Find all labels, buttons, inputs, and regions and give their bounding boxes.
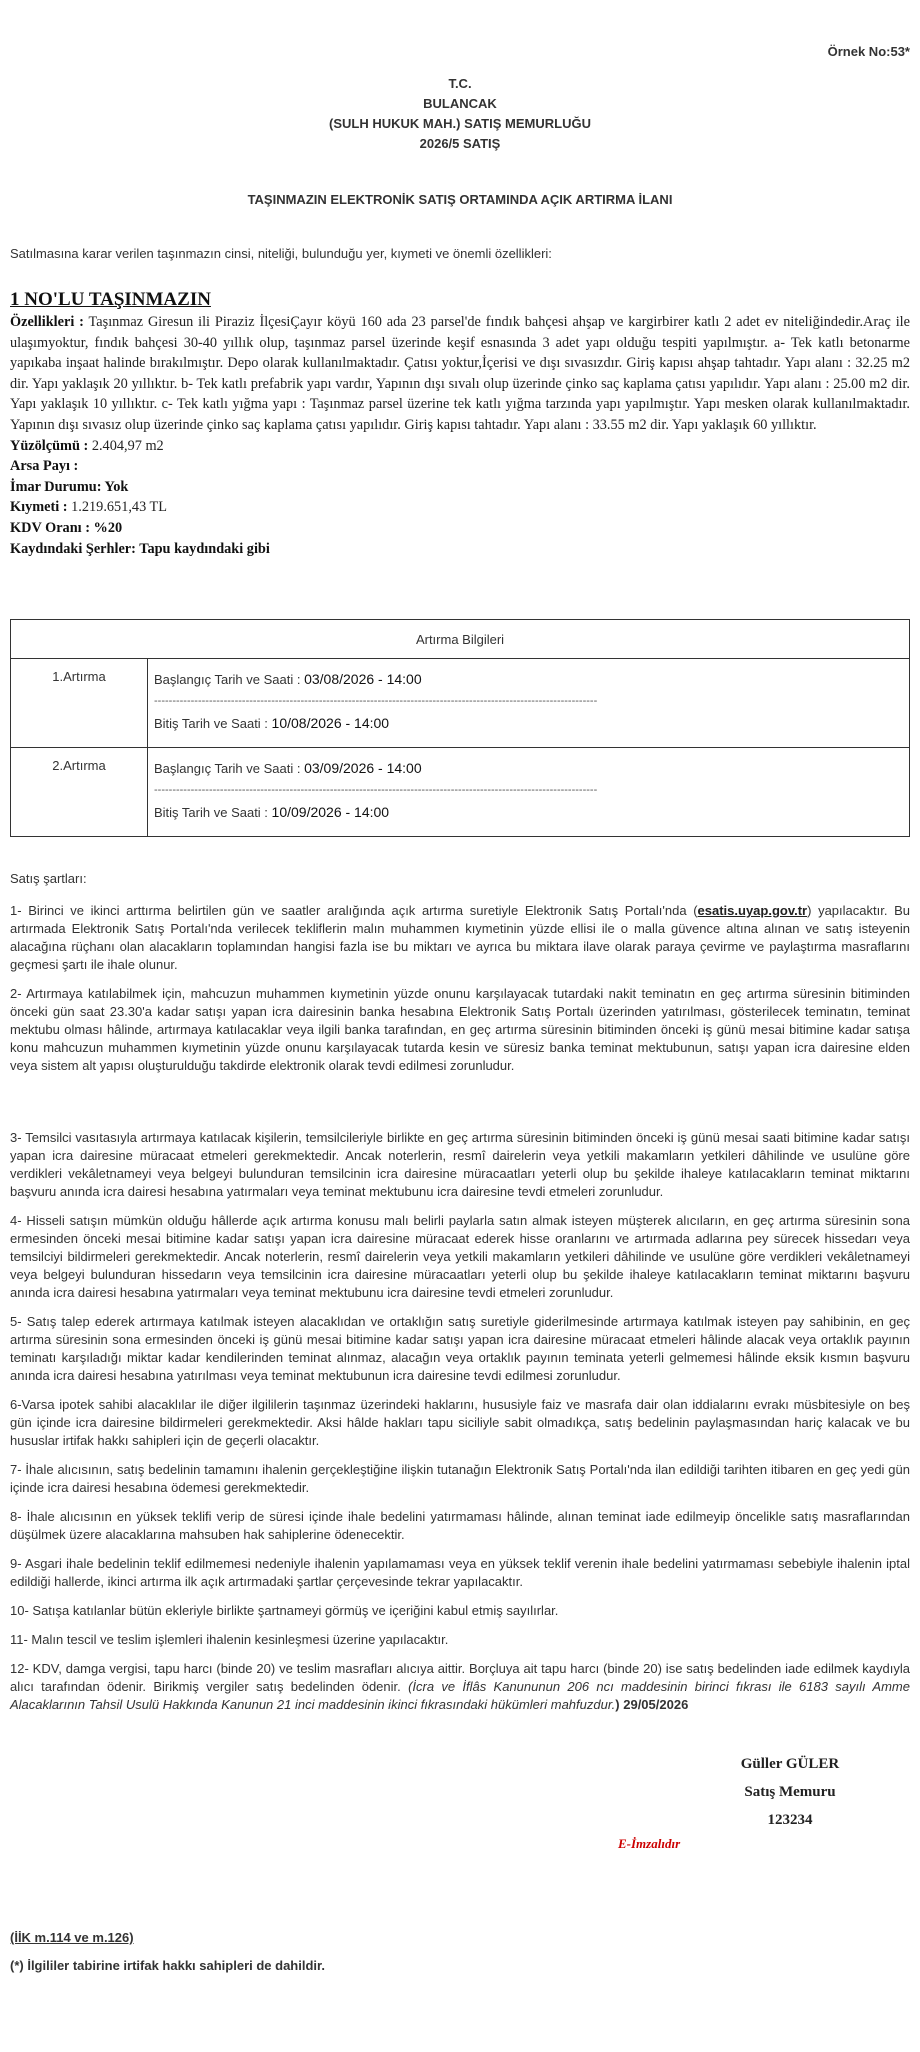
end-label: Bitiş Tarih ve Saati :: [154, 716, 268, 731]
condition-6: 6-Varsa ipotek sahibi alacaklılar ile diğer ilgililerin taşınmaz üzerindeki haklarını, hususiyle faiz ve masrafa dair olan iddialarını evrakı müsbitesiyle on beş gün içinde icra dairesine bildirmeleri gerekmektedir. Aksi hâlde hakları tapu siciliyle sabit olmadıkça, satış bedelinin paylaşmasından hariç kalacak ve bu hususlar irtifak hakkı sahipleri için de geçerli olacaktır.: [10, 1397, 910, 1448]
auction-1-end: 10/08/2026 - 14:00: [271, 715, 390, 731]
condition-9: 9- Asgari ihale bedelinin teklif edilmemesi nedeniyle ihalenin yapılamaması veya en yüksek teklif verenin ihale bedelini yatırmaması sebebiyle ihalenin iptal edildiği hallerde, ikinci artırma ilk açık artırmadaki şartlar çerçevesinde tekrar yapılacaktır.: [10, 1556, 910, 1589]
auction-2-dates: [148, 748, 910, 837]
end-label: Bitiş Tarih ve Saati :: [154, 805, 268, 820]
separator: -------------------------------------------------------------------------------------------------------------------------: [154, 784, 598, 796]
header-line-file: 2026/5 SATIŞ: [419, 136, 501, 151]
header-line-office: (SULH HUKUK MAH.) SATIŞ MEMURLUĞU: [329, 116, 591, 131]
signer-name: Güller GÜLER: [740, 1756, 840, 1772]
signature-block: [660, 1750, 920, 1834]
condition-12: 12- KDV, damga vergisi, tapu harcı (binde 20) ve teslim masrafları alıcıya aittir. Borçluya ait tapu harcı (binde 20) ise satış bedelinden iade edilmek kaydıyla alıcı tarafından ödenir. Birikmiş vergiler satış bedelinden ödenir. (İcra ve İflâs Kanununun 206 ncı maddesinin birinci fıkrası ile 6183 sayılı Amme Alacaklarının Tahsil Usulü Hakkında Kanunun 21 inci maddesinin ikinci fıkrasındaki hükümleri mahfuzdur.) 29/05/2026: [10, 1661, 910, 1712]
table-row: [11, 659, 910, 748]
property-area: [10, 436, 910, 457]
condition-2: 2- Artırmaya katılabilmek için, mahcuzun muhammen kıymetinin yüzde onunu karşılayacak tutardaki nakit teminatın en geç artırma süresinin bitiminden önceki gün saat 23.30'a kadar satışı yapan icra dairesinin banka hesabına Elektronik Satış Portalı üzerinden yatırılması, gösterilecek teminatın, teminat mektubu olması hâlinde, artırmaya katılacaklar veya ilgili banka tarafından, en geç artırma süresinin bitiminden önceki iş günü mesai bitimine kadar satışa konu mahcuzun muhammen kıymetinin yüzde onunu karşılayacak tutarda kesin ve süresiz banka teminat mektubunun, satışı yapan icra dairesine elden veya sistem alt yapısı oluşturulduğu takdirde elektronik olarak tevdi edilmesi zorunludur.: [10, 986, 910, 1073]
header-line-tc: T.C.: [448, 76, 472, 91]
area-value: 2.404,97 m2: [91, 437, 164, 454]
table-row: [11, 748, 910, 837]
footer-law-reference: (İİK m.114 ve m.126): [10, 1930, 134, 1945]
esatis-link[interactable]: esatis.uyap.gov.tr: [697, 903, 808, 918]
condition-10: 10- Satışa katılanlar bütün ekleriyle birlikte şartnameyi görmüş ve içeriğini kabul etmiş sayılırlar.: [10, 1603, 559, 1618]
land-share-label: Arsa Payı :: [10, 458, 79, 475]
signer-title: Satış Memuru: [744, 1784, 836, 1800]
condition-4: 4- Hisseli satışın mümkün olduğu hâllerde açık artırma konusu malı belirli paylarla satın almak isteyen müşterek alıcıların, en geç artırma süresinin sona ermesinden önceki mesai bitimine kadar satışı yapan icra dairesine müracaat ederek hisse oranlarını ve artırmada adlarına pey sürecek hissedarı veya temsilciyi bildirmeleri gerekmektedir. Ancak noterlerin, resmî dairelerin veya yetkili makamların yetkileri dâhilinde ve usulüne göre verdikleri vekâletnameyi veya belgeyi bulunduran hissedarın veya temsilcinin icra dairesine müracaatları yeterli olup bu şekilde ihaleye katılacakların teminat miktarını başvuru anında icra dairesi hesabına yatırmaları veya teminat mektubunu icra dairesine tevdi etmeleri zorunludur.: [10, 1213, 910, 1300]
start-label: Başlangıç Tarih ve Saati :: [154, 761, 301, 776]
annotations-label: Kaydındaki Şerhler: Tapu kaydındaki gibi: [10, 540, 270, 557]
property-vat: [10, 518, 910, 539]
auction-1-dates: [148, 659, 910, 748]
features-text: Taşınmaz Giresun ili Piraziz İlçesiÇayır köyü 160 ada 23 parsel'de fındık bahçesi ahşap ve kargirbirer katlı 2 adet ev niteliğindedir.Araç ile ulaşımyoktur, fındık bahçesi 30-40 yıllık olup, taşınmaz parsel üzerinde keşif esnasında 3 adet yapı olduğu tespiti yapılmıştır. a- Tek katlı betonarme yapıkaba inşaat halinde bırakılmıştır. Depo olarak kullanılmaktadır. Çatısı yoktur,İçerisi ve dışı sıvasızdır. Giriş kapısı ahşap tahtadır. Yapı alanı : 32.25 m2 dir. Yapı yaklaşık 20 yıllıktır. b- Tek katlı prefabrik yapı vardır, Yapının dışı sıvalı olup üzerinde çinko saç kaplama çatısı yapılıdır. Yapı alanı : 25.00 m2 dir. Yapı yaklaşık 10 yıllıktır. c- Tek katlı yığma yapı : Taşınmaz parsel üzerine tek katlı yığma tarzında yapı yapılmıştır. Yapı mesken olarak kullanılmaktadır. Yapının dışı sıvasız olup üzerinde çinko saç kaplama çatısı yapılıdır. Giriş kapısı tahtadır. Yapı alanı : 33.55 m2 dir. Yapı yaklaşık 60 yıllıktır.: [10, 314, 910, 433]
condition-11: 11- Malın tescil ve teslim işlemleri ihalenin kesinleşmesi üzerine yapılacaktır.: [10, 1632, 449, 1647]
footer-note: (*) İlgililer tabirine irtifak hakkı sahipleri de dahildir.: [10, 1958, 325, 1973]
header-line-city: BULANCAK: [423, 96, 497, 111]
property-heading: 1 NO'LU TAŞINMAZIN: [10, 289, 211, 310]
sale-conditions: [10, 870, 910, 1725]
features-label: Özellikleri :: [10, 314, 84, 330]
signer-number: 123234: [767, 1812, 813, 1828]
value-label: Kıymeti :: [10, 499, 68, 516]
property-annotations: [10, 539, 910, 560]
condition-8: 8- İhale alıcısının en yüksek teklifi verip de süresi içinde ihale bedelini yatırmaması hâlinde, alınan teminat iade edilmeyip öncelikle satış masraflarından düşülmek üzere alacaklarına mahsuben hak sahiplerine ödenecektir.: [10, 1509, 910, 1542]
property-section: [10, 288, 910, 559]
separator: -------------------------------------------------------------------------------------------------------------------------: [154, 695, 598, 707]
property-land-share: [10, 456, 910, 477]
vat-label: KDV Oranı : %20: [10, 519, 123, 536]
area-label: Yüzölçümü :: [10, 437, 89, 454]
condition-5: 5- Satış talep ederek artırmaya katılmak isteyen alacaklıdan ve ortaklığın satış suretiyle giderilmesinde artırmaya katılmak isteyen pay sahibinin, en geç artırma süresinin sona ermesinden önceki iş günü mesai bitimine kadar satışı yapan icra dairesine müracaat etmeleri hâlinde alacak veya ortaklık payının teminatı karşıladığı miktar kadar kendilerinden teminat alınmaz, alacağın veya ortaklık payının teminata yeterli gelmemesi hâlinde eksik kısmın başvuru anında icra dairesi hesabına yatırılması veya teminat mektubunun icra dairesine tevdi edilmesi zorunludur.: [10, 1314, 910, 1383]
announcement-title: TAŞINMAZIN ELEKTRONİK SATIŞ ORTAMINDA AÇIK ARTIRMA İLANI: [247, 192, 673, 207]
auction-2-label: 2.Artırma: [11, 748, 148, 837]
auction-table: [10, 619, 910, 837]
property-features: [10, 312, 910, 436]
start-label: Başlangıç Tarih ve Saati :: [154, 672, 301, 687]
auction-1-start: 03/08/2026 - 14:00: [304, 671, 422, 687]
sample-number: Örnek No:53*: [827, 44, 910, 59]
auction-2-start: 03/09/2026 - 14:00: [304, 760, 422, 776]
condition-3: 3- Temsilci vasıtasıyla artırmaya katılacak kişilerin, temsilcileriyle birlikte en geç artırma süresinin bitiminden önceki iş günü mesai saati bitimine kadar satışı yapan icra dairesine müracaat etmeleri gerekmektedir. Ancak noterlerin, resmî dairelerin veya yetkili makamların yetkileri dâhilinde ve usulüne göre verdikleri vekâletnameyi veya belgeyi bulunduran temsilcinin icra dairesine müracaatları yeterli olup bu şekilde ihaleye katılacakların teminat miktarını başvuru anında icra dairesi hesabına yatırmaları veya teminat mektubunu icra dairesine tevdi etmeleri zorunludur.: [10, 1130, 910, 1199]
auction-1-label: 1.Artırma: [11, 659, 148, 748]
property-zoning: [10, 477, 910, 498]
auction-2-end: 10/09/2026 - 14:00: [271, 804, 390, 820]
e-signature-note: E-İmzalıdır: [618, 1836, 681, 1851]
document-header: [10, 74, 910, 154]
value-amount: 1.219.651,43 TL: [71, 499, 167, 516]
condition-1: 1- Birinci ve ikinci arttırma belirtilen gün ve saatler aralığında açık artırma suretiyle Elektronik Satış Portalı'nda (esatis.uyap.gov.tr) yapılacaktır. Bu artırmada Elektronik Satış Portalı'nda verilecek tekliflerin malın muhammen kıymetinin yüzde ellisi ile o malla güvence altına alınan ve satış isteyenin alacağına rüçhanı olan alacakların toplamından hangisi fazla ise bu miktarı ve ayrıca bu miktara ilave olarak paraya çevirme ve paylaştırma masraflarını geçmesi şartı ile ihale olunur.: [10, 903, 910, 972]
condition-7: 7- İhale alıcısının, satış bedelinin tamamını ihalenin gerçekleştiğine ilişkin tutanağın Elektronik Satış Portalı'nda ilan edildiği tarihten itibaren en geç yedi gün içinde icra dairesi hesabına ödemesi gerekmektedir.: [10, 1462, 910, 1495]
auction-table-header: Artırma Bilgileri: [11, 620, 910, 659]
zoning-label: İmar Durumu: Yok: [10, 478, 129, 495]
property-value: [10, 497, 910, 518]
intro-text: Satılmasına karar verilen taşınmazın cinsi, niteliği, bulunduğu yer, kıymeti ve önemli özellikleri:: [10, 246, 552, 261]
conditions-heading: Satış şartları:: [10, 871, 87, 886]
